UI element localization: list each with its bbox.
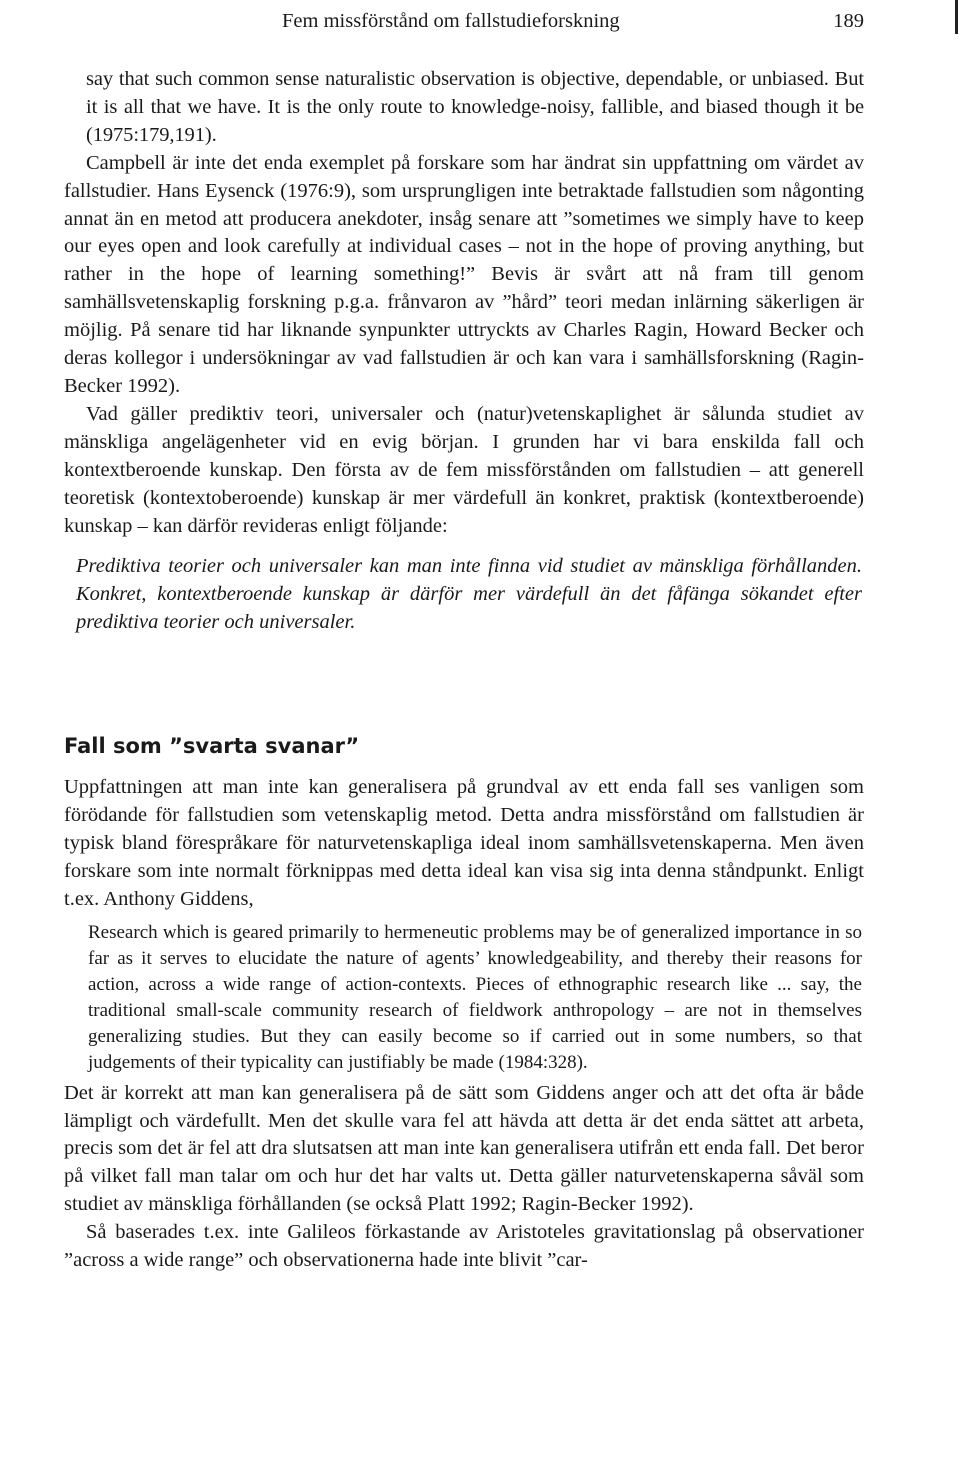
page-number: 189 <box>833 10 864 32</box>
blockquote-giddens: Research which is geared primarily to hermeneutic problems may be of generalized importance in so far as it serves to elucidate the nature of agents’ knowledgeability, and thereby their reasons for action, across a wide range of action-contexts. Pieces of ethnographic research like ... say, the traditional small-scale community research of fieldwork anthropology – are not in themselves generalizing studies. But they can easily become so if carried out in some numbers, so that judgements of their typicality can justifiably be made (1984:328). <box>88 921 862 1073</box>
edge-rule <box>955 0 958 34</box>
paragraph-predictive-theory: Vad gäller prediktiv teori, universaler och (natur)vetenskaplighet är sålunda studiet av mänskliga angelägenheter vid en evig början. I grunden har vi bara enskilda fall och kontextberoende kunskap. Den första av de fem missförstånden om fallstudien – att generell teoretisk (kontextoberoende) kunskap är mer värdefull än konkret, praktisk (kontextberoende) kunskap – kan därför revideras enligt följande: <box>64 402 864 537</box>
chapter-title: Fem missförstånd om fallstudieforskning <box>282 10 620 32</box>
paragraph-giddens-response: Det är korrekt att man kan generalisera på de sätt som Giddens anger och att det ofta är både lämpligt och värdefullt. Men det skulle vara fel att hävda att detta är det enda sättet att arbeta, precis som det är fel att dra slutsatsen att man inte kan generalisera utifrån ett enda fall. Det beror på vilket fall man talar om och hur det har valts ut. Detta gäller naturvetenskaperna såväl som studiet av mänskliga förhållanden (se också Platt 1992; Ragin-Becker 1992). <box>64 1081 864 1216</box>
section-heading: Fall som ”svarta svanar” <box>64 734 360 759</box>
body-text <box>64 66 864 1275</box>
paragraph-campbell: Campbell är inte det enda exemplet på forskare som har ändrat sin uppfattning om värdet av fallstudier. Hans Eysenck (1976:9), som ursprungligen inte betraktade fallstudien som någonting annat än en metod att producera anekdoter, insåg senare att ”sometimes we simply have to keep our eyes open and look carefully at individual cases – not in the hope of proving anything, but rather in the hope of learning something!” Bevis är svårt att nå fram till genom samhällsvetenskaplig forskning p.g.a. frånvaron av ”hård” teori medan inlärning säkerligen är möjlig. På senare tid har liknande synpunkter uttryckts av Charles Ragin, Howard Becker och deras kollegor i undersökningar av vad fallstudien är och kan vara i samhällsforskning (Ragin-Becker 1992). <box>64 151 864 397</box>
paragraph-quote-continuation: say that such common sense naturalistic observation is objective, dependable, or unbiased. But it is all that we have. It is the only route to knowledge-noisy, fallible, and biased though it be (1975:179,191). <box>86 68 864 146</box>
running-head <box>64 6 864 36</box>
book-page <box>64 0 864 1464</box>
paragraph-generalization: Uppfattningen att man inte kan generalisera på grundval av ett enda fall ses vanligen som förödande för fallstudien som vetenskaplig metod. Detta andra missförstånd om fallstudien är typisk bland förespråkare för naturvetenskapliga ideal inom samhällsvetenskaperna. Men även forskare som inte normalt förknippas med detta ideal kan visa sig inta denna ståndpunkt. Enligt t.ex. Anthony Giddens, <box>64 776 864 910</box>
italic-revised-statement: Prediktiva teorier och universaler kan man inte finna vid studiet av mänskliga förhållanden. Konkret, kontextberoende kunskap är därför mer värdefull än det fåfänga sökandet efter prediktiva teorier och universaler. <box>76 555 862 634</box>
paragraph-galileo: Så baserades t.ex. inte Galileos förkastande av Aristoteles gravitationslag på observationer ”across a wide range” och observationerna hade inte blivit ”car- <box>64 1221 864 1272</box>
